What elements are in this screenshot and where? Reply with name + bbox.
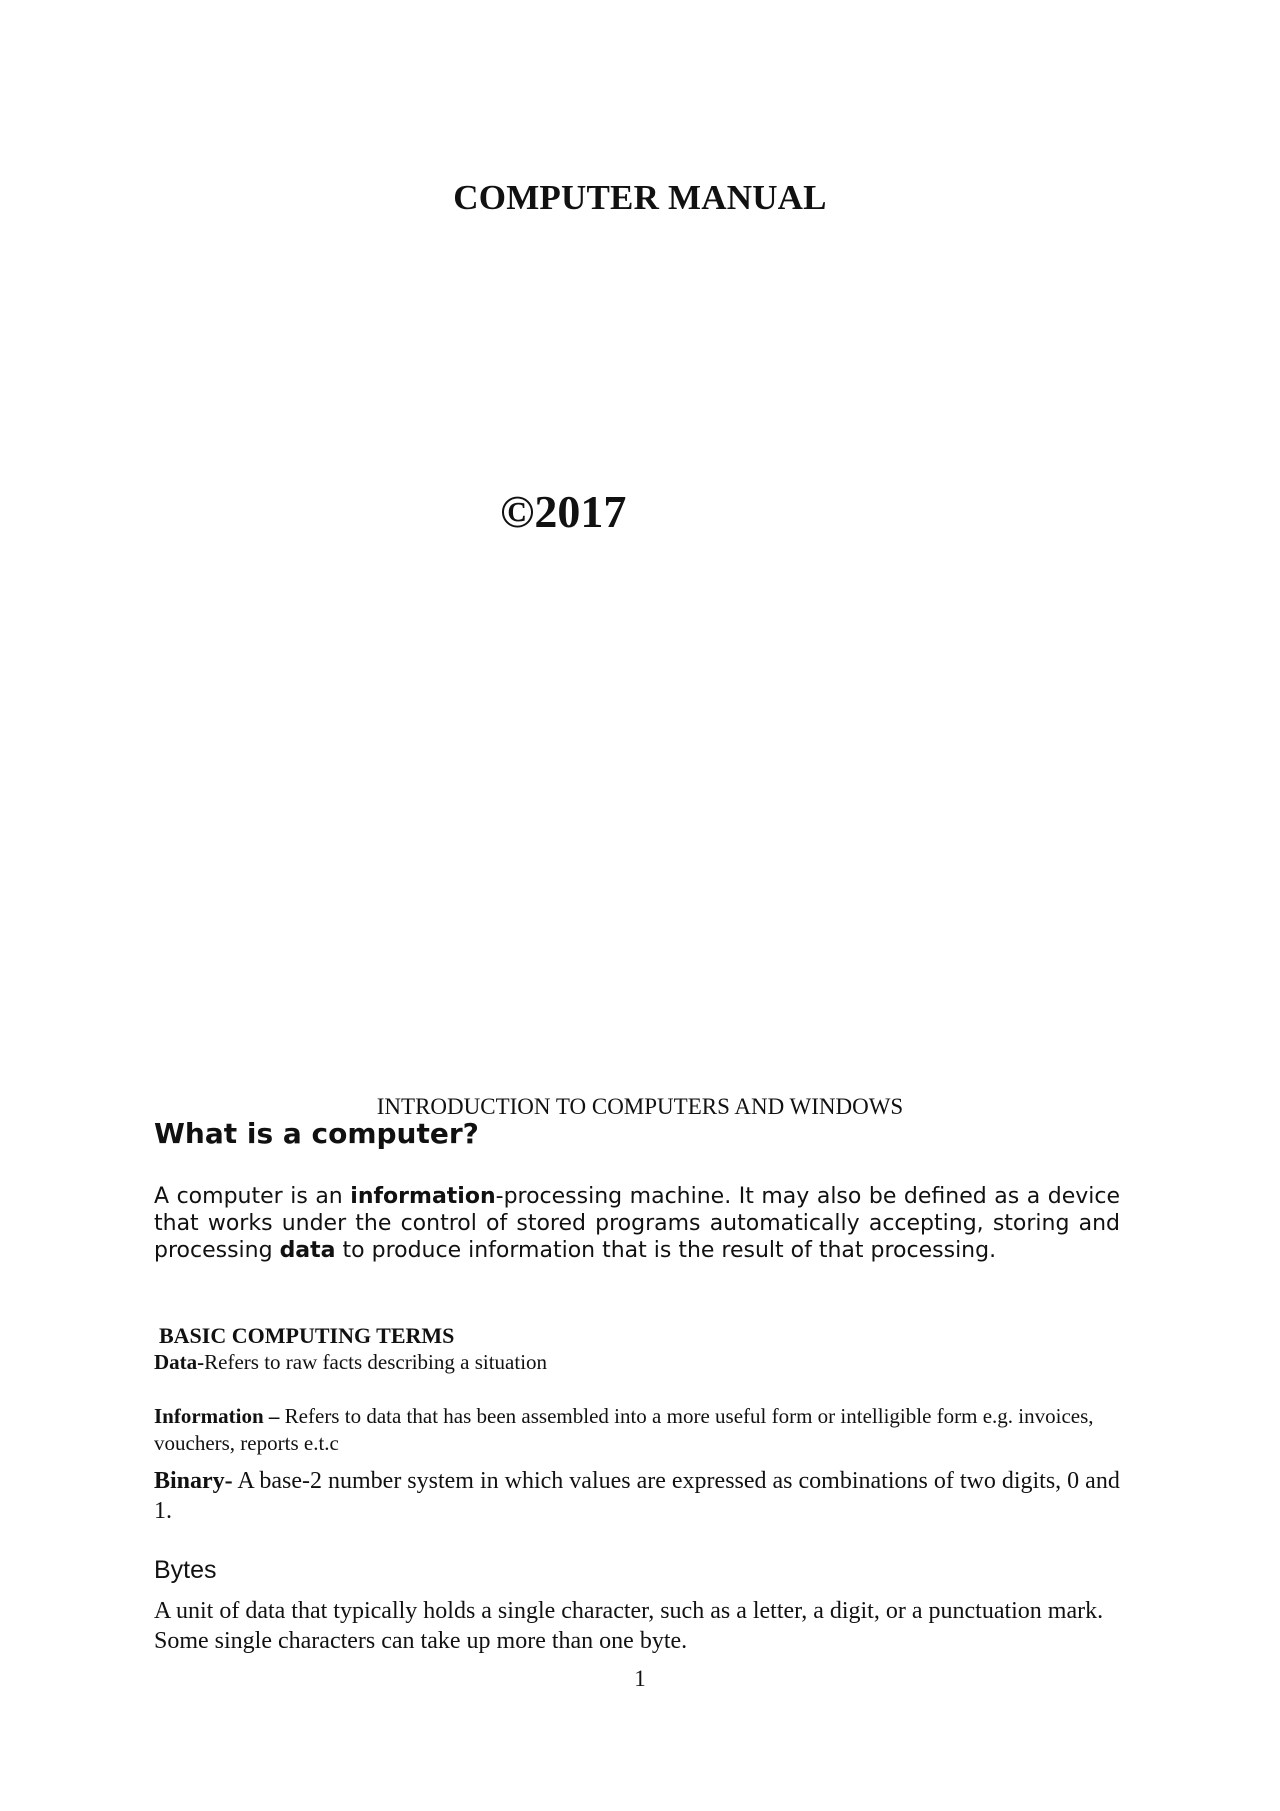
definition-text-2: -processing machine. It may also be defined as a device that works under the control of stored programs automatically accepting, storing and processing (154, 1184, 1120, 1263)
section-title: INTRODUCTION TO COMPUTERS AND WINDOWS (376, 1094, 904, 1119)
definition-text-1: A computer is an (154, 1184, 351, 1209)
bytes-heading: Bytes (154, 1556, 217, 1584)
page-number: 1 (634, 1666, 646, 1691)
definition-bold-data: data (279, 1238, 336, 1263)
term-binary (154, 1466, 1120, 1526)
term-information (154, 1403, 1120, 1457)
computer-definition (154, 1183, 1120, 1264)
question-heading: What is a computer? (154, 1117, 479, 1150)
bytes-description: A unit of data that typically holds a single character, such as a letter, a digit, or a punctuation mark. Some single characters can take up more than one byte. (154, 1598, 1104, 1654)
definition-bold-information: information (350, 1184, 496, 1209)
basic-terms-heading: BASIC COMPUTING TERMS (159, 1323, 455, 1348)
term-binary-description: A base-2 number system in which values are expressed as combinations of two digits, 0 and 1. (154, 1468, 1120, 1524)
term-information-description: Refers to data that has been assembled into a more useful form or intelligible form e.g. invoices, vouchers, reports e.t.c (154, 1404, 1094, 1455)
term-binary-label: Binary- (154, 1468, 233, 1494)
term-information-label: Information – (154, 1404, 285, 1428)
document-title: COMPUTER MANUAL (453, 178, 827, 217)
term-data (154, 1349, 547, 1375)
term-data-description: Refers to raw facts describing a situation (204, 1350, 548, 1374)
definition-text-3: to produce information that is the result of that processing. (335, 1238, 997, 1263)
term-data-label: Data- (154, 1350, 205, 1374)
copyright-year: ©2017 (500, 486, 627, 537)
